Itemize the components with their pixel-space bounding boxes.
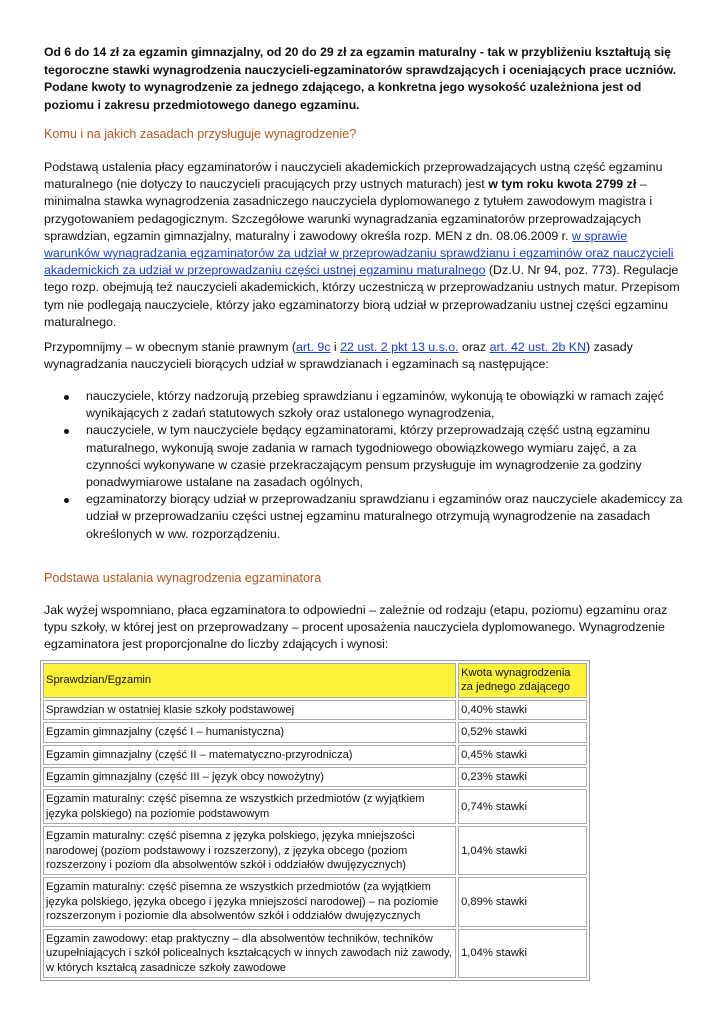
bullet-icon — [64, 395, 69, 400]
list-item-text: nauczyciele, w tym nauczyciele będący egzaminatorami, którzy przeprowadzają część ustną egzaminu maturalnego, wykonują swoje zadania w ramach tygodniowego obowiązkowego wymiaru zajęć, a za czynności wykonywane w czasie przekraczającym pensum przysługuje im wynagrodzenie za godziny ponadwymiarowe ustalane na zasadach ogólnych, — [86, 423, 651, 490]
cell-rate: 1,04% stawki — [458, 826, 587, 875]
table-row — [43, 877, 587, 926]
paragraph-reminder-text-d: ) zasady wynagradzania nauczycieli biorących udział w sprawdzianach i egzaminach są następujące: — [44, 340, 633, 372]
list-item-text: egzaminatorzy biorący udział w przeprowadzaniu sprawdzianu i egzaminów oraz nauczyciele akademiccy za udział w przeprowadzaniu części ustnej egzaminu maturalnego otrzymują wynagrodzenie na zasadach określonych w ww. rozporządzeniu. — [86, 492, 683, 541]
table-row — [43, 722, 587, 742]
cell-exam: Egzamin maturalny: część pisemna ze wszystkich przedmiotów (za wyjątkiem języka polskiego, języka obcego i języka mniejszości narodowej) – na poziomie rozszerzonym i poziomie dla absolwentów szkół i oddziałów dwujęzycznych — [43, 877, 456, 926]
cell-rate: 0,74% stawki — [458, 789, 587, 824]
paragraph-basis-amount: w tym roku kwota 2799 zł — [488, 177, 637, 192]
bullet-icon — [64, 498, 69, 503]
paragraph-rate-intro: Jak wyżej wspomniano, płaca egzaminatora to odpowiedni – zależnie od rodzaju (etapu, poziomu) egzaminu oraz typu szkoły, w której jest on przeprowadzany – procent uposażenia nauczyciela dyplomowanego. Wynagrodzenie egzaminatora jest proporcjonalne do liczby zdających i wynosi: — [44, 603, 668, 652]
cell-rate: 0,52% stawki — [458, 722, 587, 742]
regulation-link[interactable]: w sprawie warunków wynagradzania egzaminatorów za udział w przeprowadzaniu sprawdzianu i egzaminów oraz nauczycieli akademickich za udział w przeprowadzaniu części ustnej egzaminu maturalnego — [44, 228, 674, 278]
cell-rate: 0,89% stawki — [458, 877, 587, 926]
bullet-icon — [64, 429, 69, 434]
cell-exam: Egzamin maturalny: część pisemna z języka polskiego, języka mniejszości narodowej (poziom podstawowy i rozszerzony), z języka obcego (poziom rozszerzony i poziom dla absolwentów szkół i oddziałów dwujęzycznych) — [43, 826, 456, 875]
table-row — [43, 929, 587, 978]
rules-list — [44, 388, 684, 543]
cell-exam: Egzamin maturalny: część pisemna ze wszystkich przedmiotów (z wyjątkiem języka polskiego) na poziomie podstawowym — [43, 789, 456, 824]
paragraph-basis-text-b: – minimalna stawka wynagrodzenia zasadniczego nauczyciela dyplomowanego z tytułem zawodowym magistra i przygotowaniem pedagogicznym. Szczegółowe warunki wynagradzania egzaminatorów przeprowadzających sprawdzian, egzamin gimnazjalny, maturalny i zawodowy określa rozp. MEN z dn. 08.06.2009 r. — [44, 177, 653, 243]
list-item-text: nauczyciele, którzy nadzorują przebieg sprawdzianu i egzaminów, wykonują te obowiązki w ramach zajęć wynikających z zadań statutowych szkoły oraz ustalonego wynagrodzenia, — [86, 389, 664, 421]
paragraph-basis-text-c: (Dz.U. Nr 94, poz. 773). Regulacje tego rozp. obejmują też nauczycieli akademickich, którzy uczestniczą w przeprowadzaniu ustnych matur. Przepisom tym nie podlegają nauczyciele, którzy jako egzaminatorzy biorą udział w przeprowadzaniu ustnej części egzaminu maturalnego. — [44, 263, 680, 329]
paragraph-reminder-text-c: oraz — [458, 340, 490, 354]
cell-exam: Sprawdzian w ostatniej klasie szkoły podstawowej — [43, 700, 456, 720]
table-row — [43, 700, 587, 720]
section-heading-basis: Podstawa ustalania wynagrodzenia egzaminatora — [44, 571, 322, 585]
cell-exam: Egzamin gimnazjalny (część II – matematyczno-przyrodnicza) — [43, 745, 456, 765]
paragraph-reminder-text-a: Przypomnijmy – w obecnym stanie prawnym ( — [44, 340, 297, 354]
header-exam: Sprawdzian/Egzamin — [43, 663, 456, 698]
art-42-link[interactable]: art. 42 ust. 2b KN — [489, 340, 587, 354]
header-rate: Kwota wynagrodzenia za jednego zdającego — [458, 663, 587, 698]
paragraph-reminder-text-b: i — [330, 340, 341, 354]
table-row — [43, 745, 587, 765]
table-header-row — [43, 663, 587, 698]
art-22-link[interactable]: 22 ust. 2 pkt 13 u.s.o. — [340, 340, 459, 354]
list-item — [44, 422, 684, 491]
art-9c-link[interactable]: art. 9c — [296, 340, 331, 354]
rates-table — [40, 660, 590, 981]
cell-rate: 0,23% stawki — [458, 767, 587, 787]
cell-rate: 1,04% stawki — [458, 929, 587, 978]
cell-rate: 0,40% stawki — [458, 700, 587, 720]
paragraph-reminder — [44, 339, 684, 373]
paragraph-basis-text-a: Podstawą ustalenia płacy egzaminatorów i nauczycieli akademickich przeprowadzających ustną część egzaminu maturalnego (nie dotyczy to nauczycieli pracujących przy ustnych maturach) jest — [44, 160, 663, 192]
cell-exam: Egzamin gimnazjalny (część I – humanistyczna) — [43, 722, 456, 742]
cell-rate: 0,45% stawki — [458, 745, 587, 765]
paragraph-basis — [44, 159, 684, 331]
intro-paragraph: Od 6 do 14 zł za egzamin gimnazjalny, od 20 do 29 zł za egzamin maturalny - tak w przybliżeniu kształtują się tegoroczne stawki wynagrodzenia nauczycieli-egzaminatorów sprawdzających i oceniających prace uczniów. Podane kwoty to wynagrodzenie za jednego zdającego, a konkretna jego wysokość uzależniona jest od poziomu i zakresu przedmiotowego danego egzaminu. — [44, 45, 677, 112]
table-row — [43, 767, 587, 787]
table-row — [43, 789, 587, 824]
section-heading-who: Komu i na jakich zasadach przysługuje wynagrodzenie? — [44, 127, 357, 141]
cell-exam: Egzamin gimnazjalny (część III – język obcy nowożytny) — [43, 767, 456, 787]
cell-exam: Egzamin zawodowy: etap praktyczny – dla absolwentów techników, techników uzupełniających i szkół policealnych kształcących w innych zawodach niż zawody, w których kształcą zasadnicze szkoły zawodowe — [43, 929, 456, 978]
list-item — [44, 491, 684, 543]
list-item — [44, 388, 684, 422]
table-row — [43, 826, 587, 875]
